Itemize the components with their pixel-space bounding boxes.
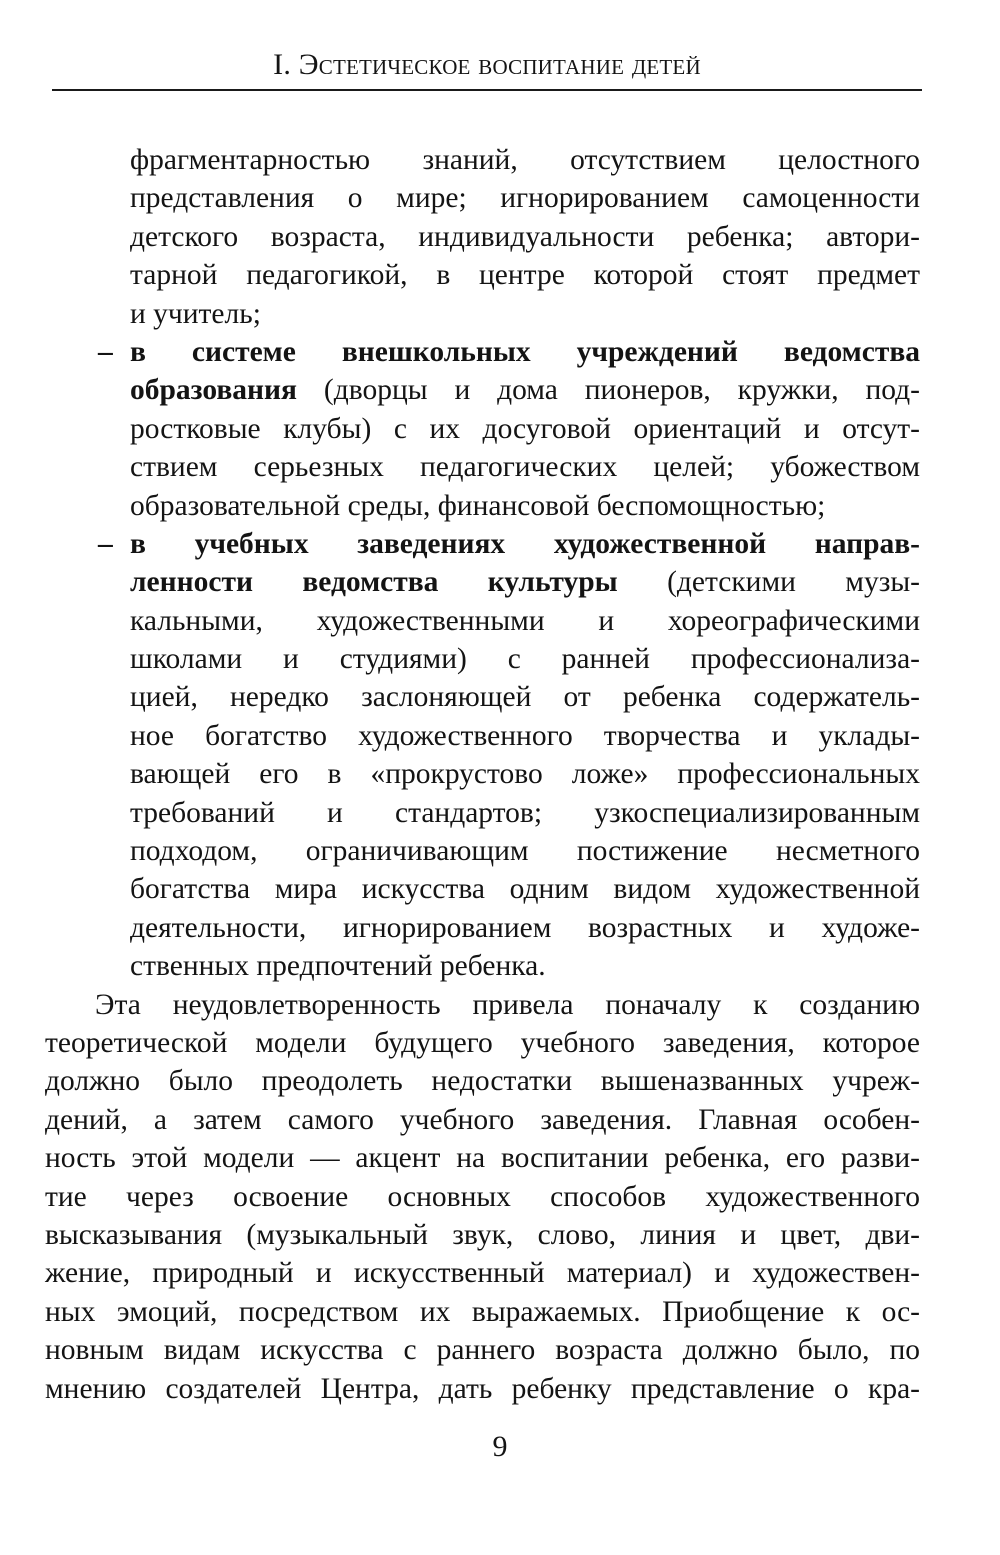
- line-text: (дворцы и дома пионеров, кружки, под-: [297, 374, 920, 407]
- paragraph-line: высказывания (музыкальный звук, слово, линия и цвет, дви-: [45, 1218, 920, 1251]
- text-line: детского возраста, индивидуальности ребенка; автори-: [130, 220, 920, 253]
- bold-text: ленности ведомства культуры: [130, 566, 618, 599]
- running-header: I. Эстетическое воспитание детей: [273, 48, 701, 81]
- page-body: [0, 141, 1000, 1408]
- line-text: подходом, ограничивающим постижение несметного: [130, 835, 920, 868]
- line-text: ствием серьезных педагогических целей; убожеством: [130, 451, 920, 484]
- list-item-line: [130, 448, 920, 486]
- list-item-line: [130, 678, 920, 716]
- paragraph-line: тие через освоение основных способов художественного: [45, 1180, 920, 1213]
- line-text: деятельности, игнорированием возрастных и художе-: [130, 911, 920, 944]
- list-item-line: [130, 717, 920, 755]
- list-item-line: [130, 602, 920, 640]
- list-item-line: [98, 333, 920, 371]
- list-item-line: [130, 487, 920, 525]
- bold-text: в учебных заведениях художественной направ-: [130, 527, 920, 560]
- line-text: требований и стандартов; узкоспециализированным: [130, 796, 920, 829]
- list-item-line: [130, 640, 920, 678]
- list-item-line: [130, 755, 920, 793]
- header-rule: [52, 89, 922, 91]
- list-dash: –: [98, 527, 113, 560]
- list-item-line: [130, 410, 920, 448]
- line-text: богатства мира искусства одним видом художественной: [130, 873, 920, 906]
- list-item-line: [130, 947, 920, 985]
- paragraph-line: мнению создателей Центра, дать ребенку представление о кра-: [45, 1372, 920, 1405]
- paragraph-line: дений, а затем самого учебного заведения. Главная особен-: [45, 1103, 920, 1136]
- list-item-line: [130, 794, 920, 832]
- paragraph-line: ность этой модели — акцент на воспитании ребенка, его разви-: [45, 1142, 920, 1175]
- line-text: образовательной среды, финансовой беспомощностью;: [130, 489, 826, 522]
- list-item-line: [130, 371, 920, 409]
- list-dash: –: [98, 335, 113, 368]
- paragraph-line: Эта неудовлетворенность привела поначалу к созданию: [95, 988, 920, 1021]
- text-line: и учитель;: [130, 297, 261, 330]
- list-item-line: [130, 909, 920, 947]
- list-item-line: [98, 525, 920, 563]
- paragraph-line: теоретической модели будущего учебного заведения, которое: [45, 1026, 920, 1059]
- paragraph-line: ных эмоций, посредством их выражаемых. Приобщение к ос-: [45, 1295, 920, 1328]
- line-text: ственных предпочтений ребенка.: [130, 950, 546, 983]
- bold-text: в системе внешкольных учреждений ведомства: [130, 335, 920, 368]
- line-text: ное богатство художественного творчества и уклады-: [130, 719, 920, 752]
- line-text: школами и студиями) с ранней профессионализа-: [130, 643, 920, 676]
- list-item-line: [130, 870, 920, 908]
- text-line: фрагментарностью знаний, отсутствием целостного: [130, 144, 920, 176]
- line-text: (детскими музы-: [617, 566, 920, 599]
- paragraph-line: жение, природный и искусственный материал) и художествен-: [45, 1257, 920, 1290]
- paragraph-line: должно было преодолеть недостатки вышеназванных учреж-: [45, 1065, 920, 1098]
- text-line: представления о мире; игнорированием самоценности: [130, 182, 920, 215]
- line-text: кальными, художественными и хореографическими: [130, 604, 920, 637]
- list-item-line: [130, 832, 920, 870]
- page-number: 9: [492, 1430, 508, 1463]
- line-text: ростковые клубы) с их досуговой ориентаций и отсут-: [130, 412, 920, 445]
- list-item-line: [130, 563, 920, 601]
- text-line: тарной педагогикой, в центре которой стоят предмет: [130, 259, 920, 292]
- paragraph-line: новным видам искусства с раннего возраста должно было, по: [45, 1334, 920, 1367]
- line-text: цией, нередко заслоняющей от ребенка содержатель-: [130, 681, 920, 714]
- line-text: вающей его в «прокрустово ложе» профессиональных: [130, 758, 920, 791]
- bold-text: образования: [130, 374, 297, 407]
